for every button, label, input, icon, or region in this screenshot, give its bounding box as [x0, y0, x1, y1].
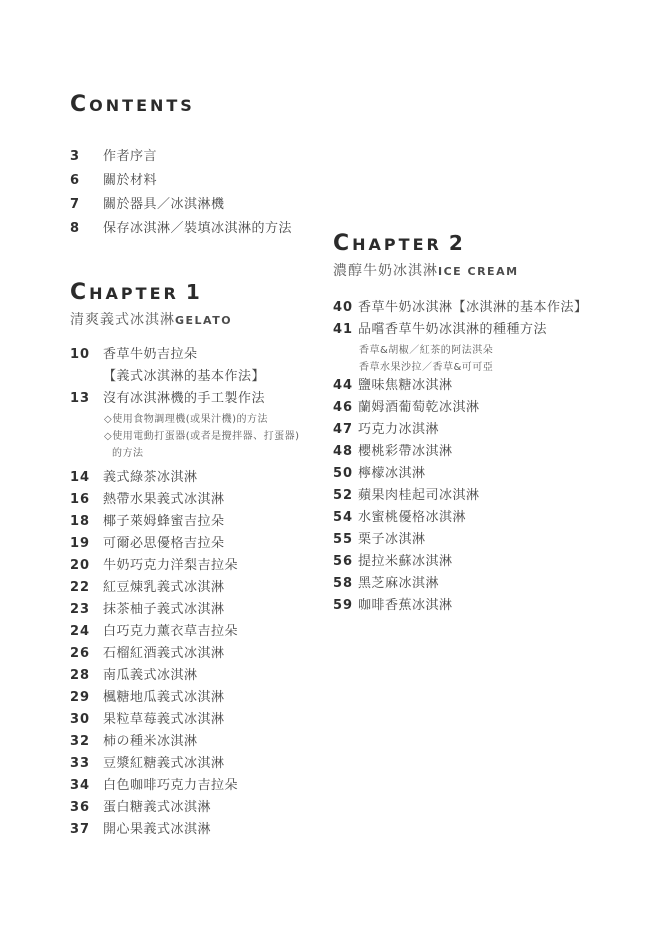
toc-entry — [70, 222, 350, 236]
toc-entry — [333, 577, 645, 591]
page-number: 19 — [70, 536, 91, 551]
toc-entry — [333, 379, 645, 393]
page-number: 10 — [70, 347, 91, 362]
entry-title: 關於器具／冰淇淋機 — [103, 197, 225, 212]
toc-entry — [70, 493, 342, 507]
page-number: 32 — [70, 734, 91, 749]
toc-entry — [70, 581, 342, 595]
chapter1-subtitle-zh: 清爽義式冰淇淋 — [70, 312, 175, 328]
toc-entry — [70, 603, 342, 617]
toc-entry — [70, 392, 342, 406]
toc-entry — [333, 301, 645, 315]
toc-entry — [70, 537, 342, 551]
toc-entry — [70, 174, 350, 188]
page-number: 47 — [333, 422, 354, 437]
page-number: 58 — [333, 576, 354, 591]
entry-title: 保存冰淇淋／裝填冰淇淋的方法 — [103, 221, 293, 236]
page-number: 44 — [333, 378, 354, 393]
toc-entry — [333, 489, 645, 503]
entry-title: 櫻桃彩帶冰淇淋 — [358, 444, 453, 459]
entry-title: 柿の種米冰淇淋 — [103, 734, 198, 749]
entry-title: 栗子冰淇淋 — [358, 532, 426, 547]
page-number: 18 — [70, 514, 91, 529]
chapter1-heading-initial: C — [70, 280, 90, 305]
entry-title: 巧克力冰淇淋 — [358, 422, 440, 437]
entry-note: ◇使用電動打蛋器(或者是攪拌器、打蛋器) — [104, 431, 300, 442]
toc-entry — [70, 823, 342, 837]
page-number: 16 — [70, 492, 91, 507]
page-number: 41 — [333, 322, 354, 337]
toc-entry — [70, 515, 342, 529]
entry-title: 石榴紅酒義式冰淇淋 — [103, 646, 225, 661]
page-number: 59 — [333, 598, 354, 613]
entry-title: 沒有冰淇淋機的手工製作法 — [103, 391, 266, 406]
entry-title: 蘋果肉桂起司冰淇淋 — [358, 488, 480, 503]
entry-title: 義式綠茶冰淇淋 — [103, 470, 198, 485]
page-number: 26 — [70, 646, 91, 661]
entry-title: 蘭姆酒葡萄乾冰淇淋 — [358, 400, 480, 415]
page-number: 40 — [333, 300, 354, 315]
entry-title: 椰子萊姆蜂蜜吉拉朵 — [103, 514, 225, 529]
entry-title: 香草牛奶冰淇淋【冰淇淋的基本作法】 — [358, 300, 588, 315]
page-number: 14 — [70, 470, 91, 485]
page-number: 23 — [70, 602, 91, 617]
page-number: 13 — [70, 391, 91, 406]
chapter2-heading-initial: C — [333, 231, 353, 256]
entry-title: 檸檬冰淇淋 — [358, 466, 426, 481]
entry-title: 楓糖地瓜義式冰淇淋 — [103, 690, 225, 705]
entry-title: 白巧克力薰衣草吉拉朵 — [103, 624, 239, 639]
page-number: 24 — [70, 624, 91, 639]
chapter1-list — [70, 348, 342, 837]
page-number: 54 — [333, 510, 354, 525]
entry-title: 牛奶巧克力洋梨吉拉朵 — [103, 558, 239, 573]
toc-entry — [333, 467, 645, 481]
toc-entry — [70, 713, 342, 727]
entry-title: 水蜜桃優格冰淇淋 — [358, 510, 467, 525]
page-number: 34 — [70, 778, 91, 793]
entry-title: 黑芝麻冰淇淋 — [358, 576, 440, 591]
chapter2-number: 2 — [448, 231, 466, 255]
chapter1-number: 1 — [185, 280, 203, 304]
toc-entry — [333, 599, 645, 613]
entry-title: 可爾必思優格吉拉朵 — [103, 536, 225, 551]
entry-title: 熱帶水果義式冰淇淋 — [103, 492, 225, 507]
chapter1-section — [70, 281, 342, 845]
page-number: 22 — [70, 580, 91, 595]
page-number: 6 — [70, 173, 81, 188]
toc-entry — [333, 533, 645, 547]
page-number: 55 — [333, 532, 354, 547]
toc-entry — [70, 150, 350, 164]
page-number: 33 — [70, 756, 91, 771]
entry-title: 鹽味焦糖冰淇淋 — [358, 378, 453, 393]
chapter2-subtitle-zh: 濃醇牛奶冰淇淋 — [333, 263, 438, 279]
toc-entry — [70, 348, 342, 362]
toc-entry — [333, 401, 645, 415]
toc-entry — [333, 423, 645, 437]
entry-title: 品嚐香草牛奶冰淇淋的種種方法 — [358, 322, 548, 337]
page-number: 30 — [70, 712, 91, 727]
toc-entry — [333, 445, 645, 459]
toc-entry — [333, 555, 645, 569]
entry-note: 的方法 — [112, 448, 144, 459]
page-number: 29 — [70, 690, 91, 705]
chapter1-subtitle-en: GELATO — [175, 314, 233, 327]
page-number: 56 — [333, 554, 354, 569]
chapter2-subtitle-en: ICE CREAM — [438, 265, 519, 278]
entry-title: 作者序言 — [103, 149, 158, 164]
page-number: 20 — [70, 558, 91, 573]
chapter2-heading-rest: HAPTER — [352, 235, 442, 254]
page-number: 52 — [333, 488, 354, 503]
toc-entry — [70, 779, 342, 793]
toc-entry — [70, 198, 350, 212]
entry-note: ◇使用食物調理機(或果汁機)的方法 — [104, 414, 268, 425]
entry-title: 豆漿紅糖義式冰淇淋 — [103, 756, 225, 771]
entry-title: 蛋白糖義式冰淇淋 — [103, 800, 212, 815]
toc-entry — [70, 471, 342, 485]
page-number: 36 — [70, 800, 91, 815]
entry-title: 紅豆煉乳義式冰淇淋 — [103, 580, 225, 595]
chapter2-section — [333, 232, 645, 621]
entry-title: 果粒草莓義式冰淇淋 — [103, 712, 225, 727]
entry-title: 咖啡香蕉冰淇淋 — [358, 598, 453, 613]
entry-title: 香草牛奶吉拉朵 — [103, 347, 198, 362]
page-number: 3 — [70, 149, 81, 164]
page-number: 8 — [70, 221, 81, 236]
entry-title: 白色咖啡巧克力吉拉朵 — [103, 778, 239, 793]
toc-entry — [333, 323, 645, 337]
page-number: 48 — [333, 444, 354, 459]
toc-entry — [70, 669, 342, 683]
toc-entry — [70, 625, 342, 639]
contents-heading — [70, 94, 195, 117]
entry-title: 抹茶柚子義式冰淇淋 — [103, 602, 225, 617]
chapter2-heading — [333, 232, 645, 256]
front-matter-list — [70, 150, 350, 246]
chapter1-heading-rest: HAPTER — [89, 284, 179, 303]
entry-title: 提拉米蘇冰淇淋 — [358, 554, 453, 569]
entry-title: 開心果義式冰淇淋 — [103, 822, 212, 837]
page-number: 46 — [333, 400, 354, 415]
toc-entry — [70, 559, 342, 573]
chapter2-subtitle — [333, 263, 645, 280]
toc-entry — [70, 735, 342, 749]
entry-title: 南瓜義式冰淇淋 — [103, 668, 198, 683]
contents-heading-initial: C — [70, 92, 90, 117]
entry-title: 關於材料 — [103, 173, 158, 188]
entry-note: 香草&胡椒／紅茶的阿法淇朵 — [359, 345, 494, 356]
page-number: 28 — [70, 668, 91, 683]
page-number: 7 — [70, 197, 81, 212]
toc-entry — [70, 647, 342, 661]
contents-heading-rest: ONTENTS — [89, 96, 195, 115]
toc-entry — [333, 511, 645, 525]
chapter1-subtitle — [70, 312, 342, 329]
entry-note: 香草水果沙拉／香草&可可亞 — [359, 362, 494, 373]
page-number: 37 — [70, 822, 91, 837]
page-number: 50 — [333, 466, 354, 481]
toc-entry — [70, 757, 342, 771]
toc-entry — [70, 801, 342, 815]
chapter1-heading — [70, 281, 342, 305]
entry-subtitle: 【義式冰淇淋的基本作法】 — [103, 369, 266, 384]
toc-entry — [70, 691, 342, 705]
chapter2-list — [333, 301, 645, 613]
